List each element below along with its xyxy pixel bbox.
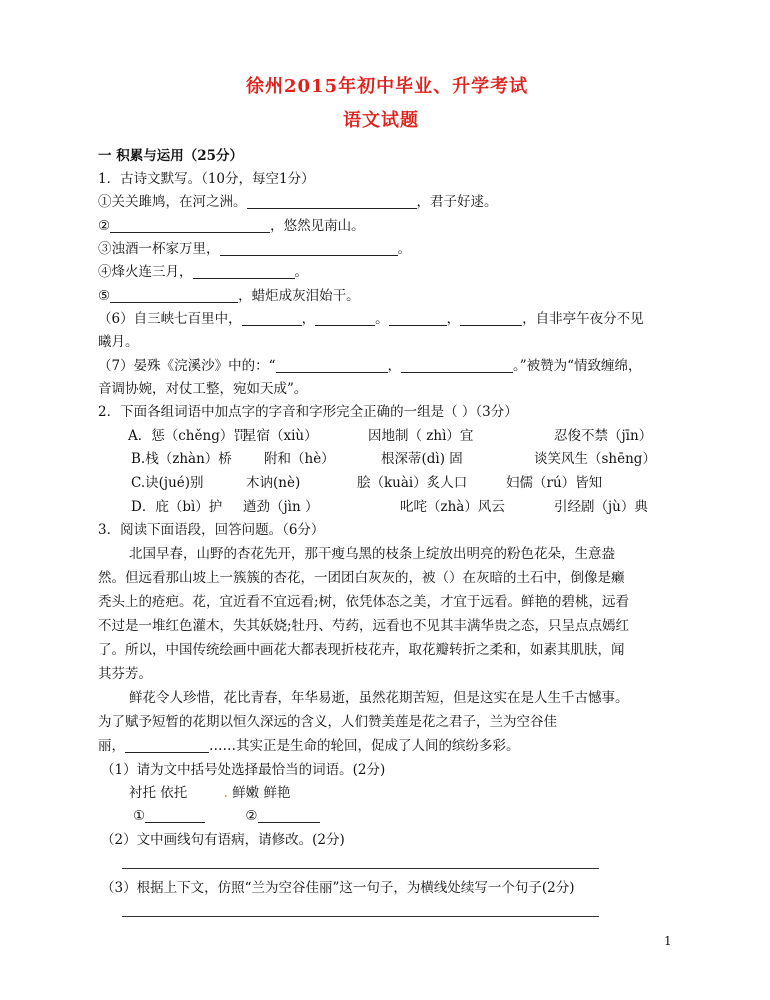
- passage-line: 为了赋予短暂的花期以恒久深远的含义，人们赞美莲是花之君子，兰为空谷佳: [98, 714, 557, 730]
- answer-blank[interactable]: [110, 216, 270, 233]
- option-word: 根深蒂(dì) 固: [381, 451, 463, 467]
- option-word: 妇儒（rú）皆知: [506, 475, 603, 491]
- q1-line-7-text-c: 。”被赞为“情致缠绵，: [513, 358, 642, 374]
- option-word: 引经剧（jù）典: [554, 499, 648, 515]
- answer-blank[interactable]: [242, 309, 302, 326]
- answer-blank[interactable]: [110, 286, 238, 303]
- answer-blank[interactable]: [145, 806, 205, 823]
- emphasis-dot: .: [223, 785, 228, 801]
- option-word: A．惩（chěng）罚: [128, 428, 247, 444]
- q1-line-1: [98, 190, 498, 214]
- answer-blank[interactable]: [460, 309, 522, 326]
- q1-line-6-text-c: 。: [375, 311, 389, 327]
- q1-line-2-text-a: ②: [98, 218, 111, 234]
- passage-line: 秃头上的疮疤。花，宜近看不宜远看;树，依凭体态之美，才宜于远看。鲜艳的碧桃，远看: [98, 594, 630, 610]
- answer-blank[interactable]: [389, 309, 447, 326]
- option-word: 遒劲（jìn ）: [243, 499, 319, 515]
- q1-line-3-text-a: ③浊酒一杯家万里，: [98, 241, 220, 257]
- passage-text-a: 丽，: [98, 738, 125, 754]
- q1-line-2-text-b: ，悠然见南山。: [270, 218, 365, 234]
- answer-label-1: ①: [133, 808, 146, 824]
- passage-line: 了。所以，中国传统绘画中画花大都表现折枝花卉，取花瓣转折之柔和，如素其肌肤，闻: [98, 642, 625, 658]
- choice-words-b: 鲜嫩 鲜艳: [232, 785, 291, 801]
- q1-line-5: [98, 284, 360, 308]
- answer-blank[interactable]: [401, 356, 513, 373]
- answer-blank[interactable]: [258, 806, 320, 823]
- passage-line: 鲜花令人珍惜，花比青春，年华易逝，虽然花期苦短，但是这实在是人生千古憾事。: [129, 690, 629, 706]
- answer-line[interactable]: [122, 916, 599, 917]
- option-word: 忍俊不禁（jīn）: [554, 428, 653, 444]
- option-word: 木讷(nè): [246, 475, 301, 491]
- q1-line-5-text-b: ，蜡炬成灰泪始干。: [238, 288, 360, 304]
- page-title: 徐州2015年初中毕业、升学考试: [246, 76, 529, 97]
- q2-stem: 2．下面各组词语中加点字的字音和字形完全正确的一组是（ ）（3分）: [98, 404, 518, 420]
- q1-line-7-cont: 音调协婉，对仗工整，宛如天成”。: [98, 381, 308, 397]
- option-word: 星宿（xiù）: [243, 428, 318, 444]
- q1-line-6-text-b: ，: [301, 311, 316, 327]
- option-word: D．庇（bì）护: [131, 499, 223, 515]
- q1-line-3: [98, 237, 411, 261]
- passage-line: 其芬芳。: [98, 666, 152, 682]
- option-word: C.诀(jué)别: [131, 475, 204, 491]
- choice-words-a: 衬托 依托: [129, 785, 188, 801]
- q1-line-6-cont: 曦月。: [98, 334, 139, 350]
- q3-sub1-answers: [133, 804, 320, 828]
- q1-line-4-text-b: 。: [294, 264, 308, 280]
- passage-line: 不过是一堆红色灌木，失其妖娆;牡丹、芍药，远看也不见其丰满华贵之态，只呈点点嫣红: [98, 618, 630, 634]
- passage-line: [98, 734, 520, 758]
- q1-line-2: [98, 214, 365, 238]
- q1-line-6-text-a: （6）自三峡七百里中，: [98, 311, 242, 327]
- option-word: B.栈（zhàn）桥: [131, 451, 232, 467]
- answer-blank[interactable]: [220, 239, 398, 256]
- q1-line-6-text-e: ，自非亭午夜分不见: [522, 311, 644, 327]
- option-word: 因地制（ zhì）宜: [368, 428, 474, 444]
- q3-stem: 3．阅读下面语段，回答问题。（6分）: [98, 522, 325, 538]
- q1-line-7: [98, 354, 642, 378]
- q1-line-1-text-b: ，君子好逑。: [416, 194, 498, 210]
- answer-blank[interactable]: [276, 356, 388, 373]
- page-number: 1: [664, 934, 672, 948]
- q1-line-6-text-d: ，: [446, 311, 461, 327]
- q1-line-4: [98, 260, 308, 284]
- passage-line: 然。但远看那山坡上一簇簇的杏花，一团团白灰灰的，被（）在灰暗的土石中，倒像是癞: [98, 570, 625, 586]
- q3-sub2: （2）文中画线句有语病，请修改。(2分): [101, 832, 345, 848]
- answer-blank[interactable]: [125, 736, 209, 753]
- option-word: 脍（kuài）炙人口: [357, 475, 468, 491]
- q1-line-7-text-b: ，: [387, 358, 401, 374]
- q3-sub1: （1）请为文中括号处选择最恰当的词语。(2分): [101, 762, 386, 778]
- option-word: 叱咤（zhà）风云: [400, 499, 505, 515]
- q1-line-5-text-a: ⑤: [98, 288, 111, 304]
- q3-sub3: （3）根据上下文，仿照“兰为空谷佳丽”这一句子，为横线处续写一个句子(2分): [101, 880, 575, 896]
- answer-blank[interactable]: [193, 262, 295, 279]
- answer-blank[interactable]: [247, 192, 417, 209]
- page-subtitle: 语文试题: [343, 110, 419, 131]
- passage-text-b: ……其实正是生命的轮回，促成了人间的缤纷多彩。: [209, 738, 520, 754]
- option-word: 附和（hè）: [264, 451, 335, 467]
- q1-line-6: [98, 307, 644, 331]
- section-heading: 一 积累与运用（25分）: [98, 148, 243, 164]
- answer-blank[interactable]: [315, 309, 375, 326]
- answer-label-2: ②: [245, 808, 258, 824]
- q1-stem: 1．古诗文默写。（10分，每空1分）: [98, 171, 315, 187]
- q1-line-1-text-a: ①关关雎鸠，在河之洲。: [98, 194, 247, 210]
- passage-line: 北国早春，山野的杏花先开，那干瘦乌黑的枝条上绽放出明亮的粉色花朵，生意盎: [129, 546, 615, 562]
- q3-sub1-choices: [129, 781, 290, 805]
- q1-line-4-text-a: ④烽火连三月，: [98, 264, 193, 280]
- option-word: 谈笑风生（shēng）: [534, 451, 656, 467]
- q1-line-3-text-b: 。: [397, 241, 411, 257]
- q1-line-7-text-a: （7）晏殊《浣溪沙》中的：“: [98, 358, 276, 374]
- answer-line[interactable]: [122, 868, 599, 869]
